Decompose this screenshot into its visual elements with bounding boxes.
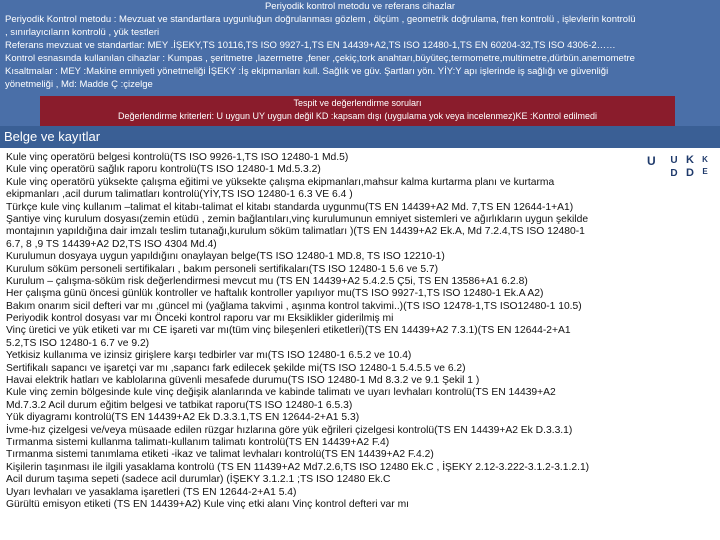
column-header-ke: K E	[702, 155, 708, 176]
checklist-item: Sertifikalı sapancı ve işaretçi var mı ,sapancı fark edilecek şekilde mi(TS ISO 12480-1 5.4.5.5 ve 6.2)	[6, 362, 466, 374]
checklist-item: Md.7.3.2 Acil durum eğitim belgesi ve tatbikat raporu(TS ISO 12480-1 6.5.3)	[6, 399, 353, 411]
checklist-item: İvme-hız çizelgesi ve/veya müsaade edilen rüzgar hızlarına göre yük eğrileri çizelgesi kontrolü(TS EN 14439+A2 Ek D.3.3.1)	[6, 424, 573, 436]
checklist-item: 5.2,TS ISO 12480-1 6.7 ve 9.2)	[6, 337, 150, 349]
section-title-bar	[0, 126, 720, 148]
checklist-item: Kurulum – çalışma-söküm risk değerlendirmesi mevcut mu (TS EN 14439+A2 5.4.2.5 Ç5i, TS EN 13586+A1 6.2.8)	[6, 275, 528, 287]
checklist-item: Gürültü emisyon etiketi (TS EN 14439+A2) Kule vinç etki alanı Vinç kontrol defteri var mı	[6, 498, 410, 510]
header-line: Kontrol esnasında kullanılan cihazlar : Kumpas , şeritmetre ,lazermetre ,fener ,çekiç,tork anahtarı,büyüteç,termometre,multimetre,dürbün.anemometre	[5, 53, 635, 64]
banner-title: Tespit ve değerlendirme soruları	[293, 98, 422, 108]
checklist-item: Periyodik kontrol dosyası var mı Önceki kontrol raporu var mı Eksiklikler giderilmiş mi	[6, 313, 394, 325]
criteria-banner	[40, 96, 675, 126]
checklist-item: Tırmanma sistemi tanımlama etiketi -ikaz ve talimat levhaları kontrolü(TS EN 14439+A2 F.4.2)	[6, 449, 434, 461]
header-panel	[0, 0, 720, 126]
checklist-item: Tırmanma sistemi kullanma talimatı-kullanım talimatı kontrolü(TS EN 14439+A2 F.4)	[6, 436, 390, 448]
checklist-item: Kule vinç operatörü sağlık raporu kontrolü(TS ISO 12480-1 Md.5.3.2)	[6, 164, 321, 176]
checklist-item: montajının yapıldığına dair imzalı teslim tutanağı,kurulum söküm talimatları )(TS EN 14439+A2 Ek.A, Md 7.2.4,TS ISO 12480-1	[6, 226, 585, 238]
checklist-item: Kurulumun dosyaya uygun yapıldığını onaylayan belge(TS ISO 12480-1 MD.8, TS ISO 12210-1)	[6, 251, 445, 263]
header-line: , sınırlayıcıların kontrolü , yük testleri	[5, 27, 160, 38]
banner-criteria: Değerlendirme kriterleri: U uygun UY uygun değil KD :kapsam dışı (uygulama yok veya incelenmez)KE :Kontrol edilmedi	[117, 111, 598, 121]
checklist-item: Havai elektrik hatları ve kablolarına güvenli mesafede durumu(TS ISO 12480-1 Md 8.3.2 ve 9.1 Şekil 1 )	[6, 375, 480, 387]
checklist-item: Kurulum söküm personeli sertifikaları , bakım personeli sertifikaları(TS ISO 12480-1 5.6 ve 5.7)	[6, 263, 439, 275]
header-line: yönetmeliği , Md: Madde Ç :çizelge	[5, 79, 153, 90]
checklist-item: Acil durum taşıma sepeti (sadece acil durumlar) (İŞEKY 3.1.2.1 ;TS ISO 12480 Ek.C	[6, 474, 391, 486]
header-line: Referans mevzuat ve standartlar: MEY .İŞEKY,TS 10116,TS ISO 9927-1,TS EN 14439+A2,TS ISO 12480-1,TS EN 60204-32,TS ISO 4306-2……	[5, 40, 616, 51]
checklist-item: Türkçe kule vinç kullanım –talimat el kitabı-talimat el kitabı standarda uygunmu(TS EN 14439+A2 Md. 7,TS EN 12644-1+A1)	[6, 201, 574, 213]
checklist-item: Yetkisiz kullanıma ve izinsiz girişlere karşı tedbirler var mı(TS ISO 12480-1 6.5.2 ve 10.4)	[6, 350, 412, 362]
section-title: Belge ve kayıtlar	[4, 129, 101, 144]
column-header-u: U	[647, 154, 656, 168]
checklist-item: Yük diyagramı kontrolü(TS EN 14439+A2 Ek D.3.3.1,TS EN 12644-2+A1 5.3)	[6, 412, 360, 424]
checklist-item: Uyarı levhaları ve yasaklama işaretleri (TS EN 12644-2+A1 5.4)	[6, 486, 297, 498]
checklist-items	[6, 152, 636, 511]
checklist-item: Bakım onarım sicil defteri var mı ,güncel mi (yağlama takvimi , aşınma kontrol takvimi..)(TS ISO 12478-1,TS ISO12480-1 10.5)	[6, 300, 582, 312]
column-header-kd: K D	[686, 154, 694, 179]
header-line: Periyodik Kontrol metodu : Mevzuat ve standartlara uygunluğun doğrulanması gözlem , ölçüm , geometrik doğrulama, fren kontrolü , işlevlerin kontrolü	[5, 14, 636, 25]
header-title: Periyodik kontrol metodu ve referans cihazlar	[264, 1, 456, 12]
checklist-item: Kişilerin taşınması ile ilgili yasaklama kontrolü (TS EN 11439+A2 Md7.2.6,TS ISO 12480 Ek.C , İŞEKY 2.12-3.222-3.1.2-3.1.2.1)	[6, 461, 590, 473]
checklist-item: Kule vinç zemin bölgesinde kule vinç değişik alanlarında ve kabinde talimatı ve uyarı levhaları kontrolü(TS EN 14439+A2	[6, 387, 556, 399]
checklist-item: Şantiye vinç kurulum dosyası(zemin etüdü , zemin bağlantıları,vinç kurulumunun emniyet sistemleri ve ağırlıkların uygun şekilde	[6, 213, 589, 225]
checklist-item: Kule vinç operatörü belgesi kontrolü(TS ISO 9926-1,TS ISO 12480-1 Md.5)	[6, 152, 349, 163]
checklist-item: 6.7, 8 ,9 TS 14439+A2 D2,TS ISO 4304 Md.4)	[6, 238, 217, 250]
checklist-item: Vinç üretici ve yük etiketi var mı CE işareti var mı(tüm vinç bileşenleri etiketleri)(TS EN 14439+A2 7.3.1)(TS EN 12644-2+A1	[6, 325, 571, 337]
checklist-item: ekipmanları ,acil durum talimatları kontrolü(YİY,TS ISO 12480-1 6.3 VE 6.4 )	[6, 189, 353, 201]
header-line: Kısaltmalar : MEY :Makine emniyeti yönetmeliği İŞEKY :İş ekipmanları kull. Sağlık ve güv. Şartları yön. YİY:Y apı işlerinde iş sağlığı ve güvenliği	[5, 66, 609, 77]
checklist-item: Kule vinç operatörü yüksekte çalışma eğitimi ve yüksekte çalışma ekipmanları,mahsur kalma kurtarma planı ve kurtarma	[6, 176, 555, 188]
column-header-ud: U D	[670, 155, 678, 179]
checklist-item: Her çalışma günü öncesi günlük kontroller ve haftalık kontroller yapılıyor mu(TS ISO 9927-1,TS ISO 12480-1 Ek.A A2)	[6, 288, 544, 300]
